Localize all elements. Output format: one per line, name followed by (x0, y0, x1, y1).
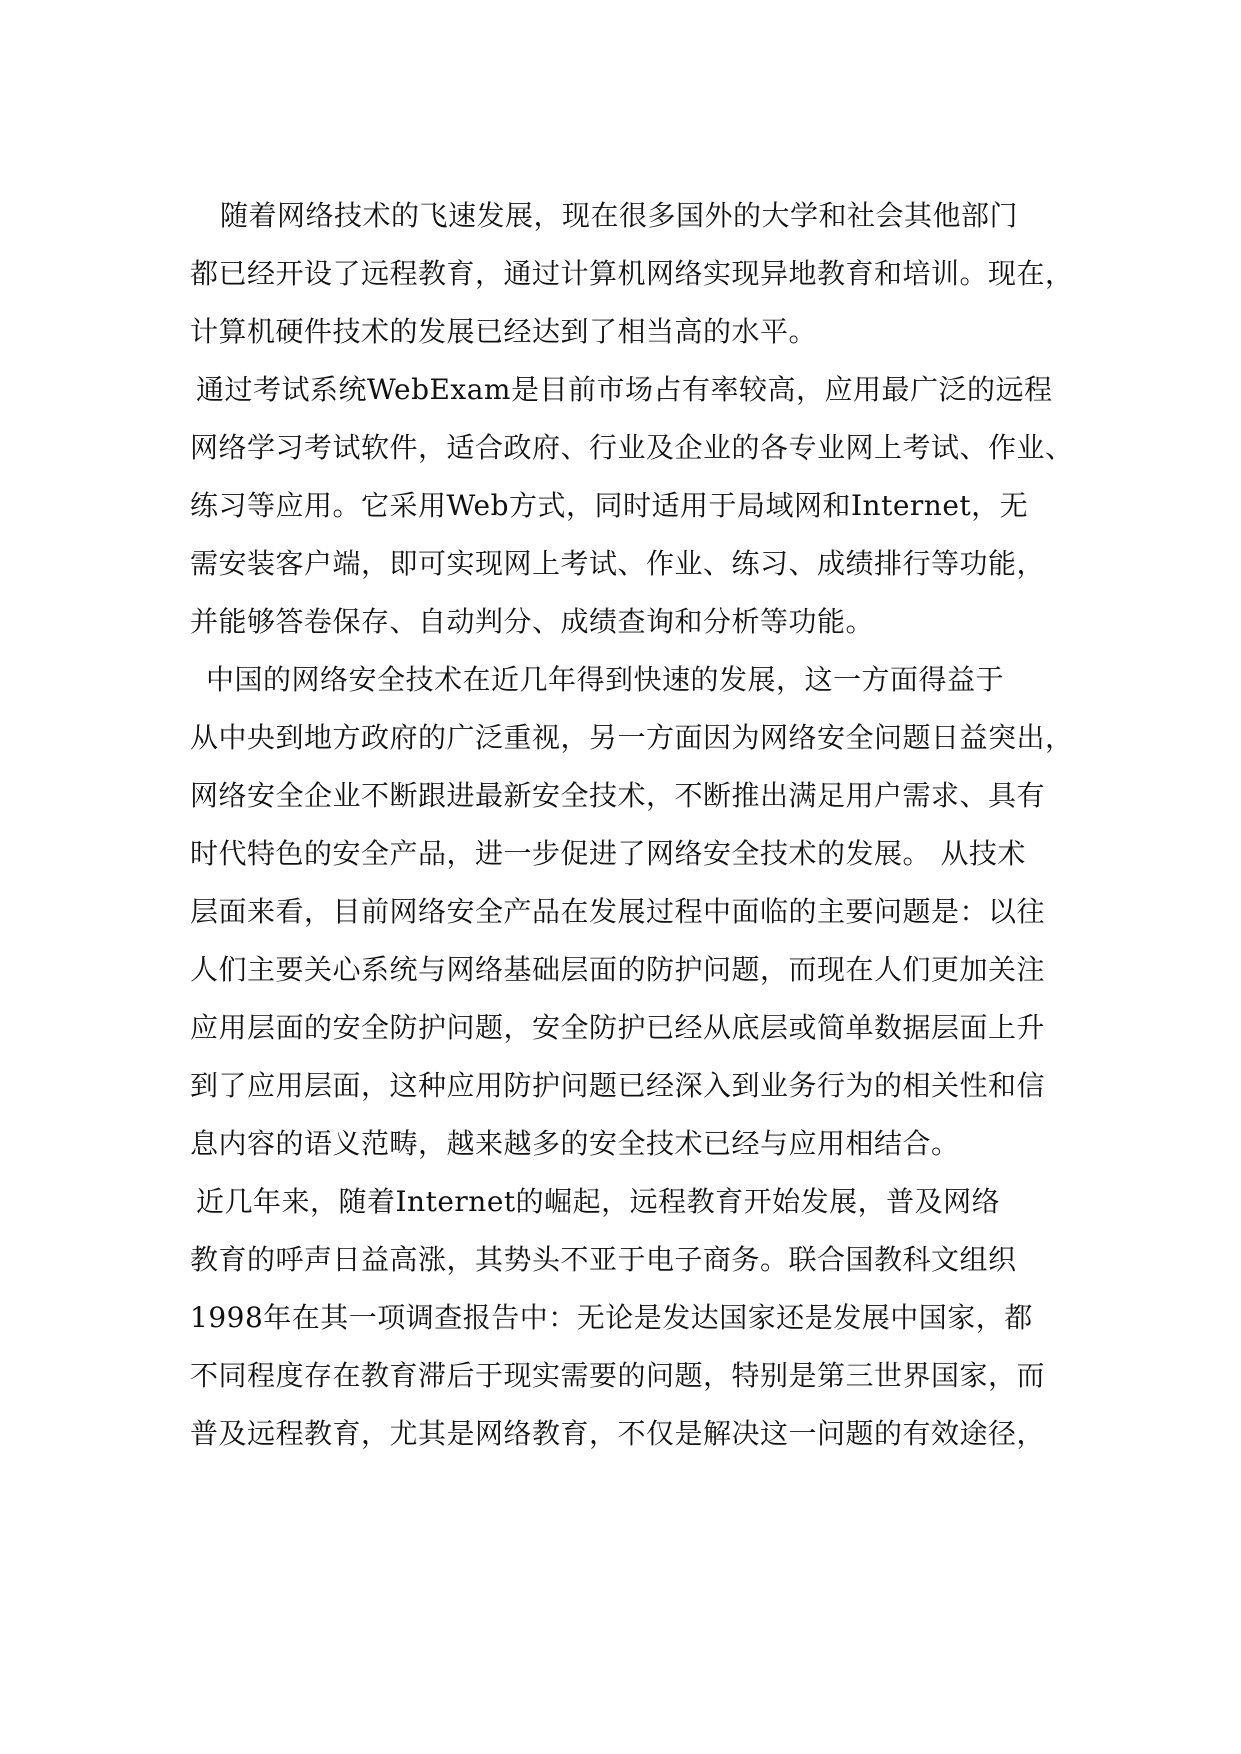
text-line: 随着网络技术的飞速发展，现在很多国外的大学和社会其他部门 (220, 199, 1019, 232)
text-line: 近几年来，随着Internet的崛起，远程教育开始发展，普及网络 (196, 1185, 1001, 1218)
text-line: 不同程度存在教育滞后于现实需要的问题，特别是第三世界国家，而 (190, 1359, 1046, 1392)
text-line: 人们主要关心系统与网络基础层面的防护问题，而现在人们更加关注 (190, 953, 1046, 986)
text-line: 需安装客户端，即可实现网上考试、作业、练习、成绩排行等功能， (190, 547, 1046, 580)
text-line: 通过考试系统WebExam是目前市场占有率较高，应用最广泛的远程 (196, 373, 1053, 406)
text-line: 计算机硬件技术的发展已经达到了相当高的水平。 (190, 315, 818, 348)
text-line: 练习等应用。它采用Web方式，同时适用于局域网和Internet，无 (190, 489, 1029, 522)
text-line: 到了应用层面，这种应用防护问题已经深入到业务行为的相关性和信 (190, 1069, 1046, 1102)
text-line: 并能够答卷保存、自动判分、成绩查询和分析等功能。 (190, 605, 875, 638)
text-line: 网络安全企业不断跟进最新安全技术，不断推出满足用户需求、具有 (190, 779, 1046, 812)
text-line: 时代特色的安全产品，进一步促进了网络安全技术的发展。 从技术 (190, 837, 1026, 870)
text-line: 教育的呼声日益高涨，其势头不亚于电子商务。联合国教科文组织 (190, 1243, 1017, 1276)
text-line: 息内容的语义范畴，越来越多的安全技术已经与应用相结合。 (190, 1127, 960, 1160)
text-line: 普及远程教育，尤其是网络教育，不仅是解决这一问题的有效途径， (190, 1417, 1046, 1450)
text-line: 从中央到地方政府的广泛重视，另一方面因为网络安全问题日益突出， (190, 721, 1074, 754)
text-line: 都已经开设了远程教育，通过计算机网络实现异地教育和培训。现在， (190, 257, 1074, 290)
text-line: 1998年在其一项调查报告中：无论是发达国家还是发展中国家，都 (190, 1301, 1033, 1334)
text-line: 中国的网络安全技术在近几年得到快速的发展，这一方面得益于 (206, 663, 1005, 696)
text-line: 应用层面的安全防护问题，安全防护已经从底层或简单数据层面上升 (190, 1011, 1046, 1044)
text-line: 网络学习考试软件，适合政府、行业及企业的各专业网上考试、作业、 (190, 431, 1074, 464)
text-line: 层面来看，目前网络安全产品在发展过程中面临的主要问题是：以往 (190, 895, 1046, 928)
